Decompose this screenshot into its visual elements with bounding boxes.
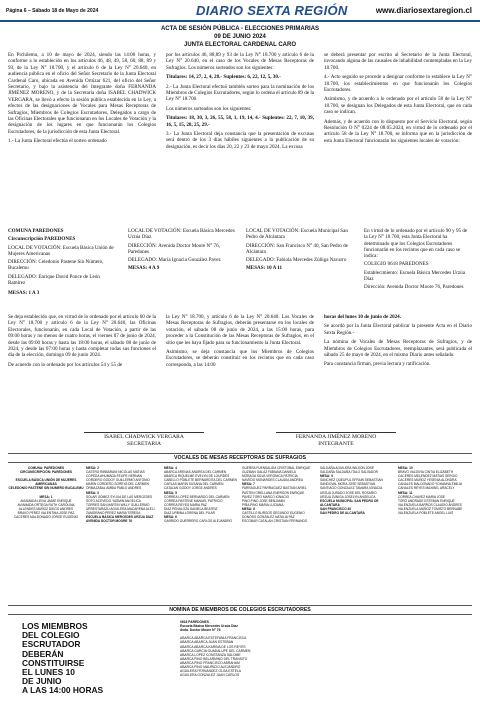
vocal-name: DIAZ PENALOZA DANIELA BEATRIZ bbox=[164, 506, 218, 511]
vocal-name: SALDAÑA AGUILERA WILSON JOSE bbox=[320, 466, 375, 470]
escrutador-name: ABARCA ABARCA ESTEFANIA FRANCISCA bbox=[180, 636, 247, 641]
escrutador-name: ABARCA PINO BELARMINO DEL TRANSITO bbox=[180, 656, 248, 661]
signature-integrante bbox=[266, 434, 406, 448]
vocal-name: TORO ANDRADE ESTEBAN ENRIQUE bbox=[398, 498, 455, 503]
website-url[interactable]: www.diariosextaregion.cl bbox=[375, 6, 472, 15]
local-votacion: LOCAL DE VOTACIÓN: Escuela Municipal San Pedro de Alcántara bbox=[246, 228, 348, 241]
vocal-name: CASTRO RIBBARANI NICOLAS MATIAS bbox=[86, 470, 145, 475]
vocal-name: PARRAGUEZ PARRAGUEZ BASTIAN ARIEL bbox=[242, 486, 307, 491]
paragraph: De acuerdo con lo ordenado por los artículos 54 y 55 de bbox=[8, 361, 123, 368]
vocal-name: ORMAZABAL AMBIA PABLO ANDRES bbox=[86, 486, 142, 491]
vocal-name: CORREA LOPEZ BERNARDO DEL CARMEN bbox=[164, 494, 230, 499]
vocal-name: VALENZUELA MUÑOZ TOMISTO BERNABE bbox=[398, 506, 463, 511]
escrutador-name: ABARCA ABARCA JUAN ESTEBAN bbox=[180, 640, 234, 645]
signature-line bbox=[276, 432, 396, 433]
signer-role: SECRETARIA bbox=[126, 441, 162, 447]
page-header bbox=[0, 0, 480, 22]
vocal-name: DONOSO GONZALEZ NATALIA PAZ bbox=[242, 515, 295, 520]
paragraph: se deberá presentar por escrito al Secretario de la Junta Electoral, invocando alguna de las causales de inhabilidad contempladas en la Ley 18.700. bbox=[324, 52, 472, 71]
paragraph: 4.- Acto seguido se procede a designar conforme lo establece la Ley N° 18.700, los establecimientos en que funcionarán los Colegios Escrutadores. bbox=[324, 74, 472, 94]
vocal-name: CACERES MUÑOZ YESENIA ALONDRA bbox=[398, 478, 457, 483]
vocales-column bbox=[242, 466, 318, 523]
acta-title: ACTA DE SESIÓN PÚBLICA - ELECCIONES PRIMARIAS bbox=[160, 26, 320, 32]
vocal-name: CORREA REYES MARIA PAZ bbox=[164, 502, 207, 507]
page-date: Página 6 – Sábado 18 de Mayo de 2024 bbox=[6, 8, 99, 14]
vocal-name: PIÑA PINO MARIA LUCIANA bbox=[242, 502, 284, 507]
vocales-heading: CIRCUNSCRIPCIÓN: PAREDONES bbox=[19, 470, 72, 475]
vocal-name: AVIAMADA ORTEGA RUTH CAROLINA bbox=[17, 502, 75, 507]
direccion: DIRECCIÓN: Celedonio Pastene Sin Número, Bucalemu bbox=[8, 259, 104, 272]
vocal-name: URRESTARAZU AGUILERA MACARENA ALELI bbox=[86, 506, 155, 511]
paragraph: por los artículos 46, 88,89 y 93 de la Ley N° 18.700 y artículo 6 de la Ley N° 20.640, en el caso de los Vocales de Mesas Receptoras de Sufragios. Los números sorteados son los siguientes: bbox=[166, 52, 314, 71]
vocales-heading: CELEDONIO PASTENE SIN NUMERO BUCALEMU bbox=[8, 486, 84, 491]
escrutador-name: AGUILERA FERNANDEZ OLGA ESTELA bbox=[180, 669, 242, 674]
vocales-heading: COMUNA: PAREDONES bbox=[27, 466, 65, 470]
delegado: DELEGADO: Fabiola Mercedes Zúñiga Navarro bbox=[246, 257, 347, 264]
vocales-heading: ESCUELA MUNICIPAL SAN PEDRO DE ALCANTARA bbox=[320, 498, 379, 507]
paragraph: Se deja establecido que, en virtud de lo ordenado por el artículo 60 de la Ley N° 18.700 y artículo 6 de la Ley N° 20.640, las Oficinas Electorales, funcionarán, en cada Local de Votación, a partir de las 09:00 horas y no menos de cuatro horas, el viernes 07 de junio de 2024, desde las 09:00 horas y hasta las 18:00 horas, el sábado 08 de junio de 2024, y desde las 07:00 horas y hasta completar todas sus funciones el día de la elección, domingo 09 de junio 2024. bbox=[8, 314, 156, 359]
vocales-heading: MESA: 2 bbox=[86, 466, 99, 470]
vocales-heading: MESA: 9 bbox=[320, 474, 333, 479]
vocal-name: SOLAR GOMEZ SYLVIA DE LAS MERCEDES bbox=[86, 494, 153, 499]
vocal-name: CACERES MELENDEZ MATIAS SERGIO bbox=[398, 474, 458, 479]
vocales-heading: ESCUELA BÁSICA UNIÓN DE MUJERES AMERICANAS bbox=[15, 478, 77, 487]
notice-line: ESCRUTADOR bbox=[22, 639, 81, 650]
paragraph: Para constancia firman, previa lectura y ratificación. bbox=[324, 361, 431, 368]
signer-role: INTEGRANTE bbox=[318, 441, 354, 447]
text-column-6 bbox=[324, 314, 472, 371]
vocal-name: GUZMAN GALAZ FABIANA DANIELA bbox=[242, 470, 296, 475]
paragraph: La nómina de Vocales de Mesas Receptoras de Sufragios, y de Miembros de Colegios Escrutadores, reemplazantes, será publicada el sábado 25 de mayo de 2024, en el mismo Diario antes señalado. bbox=[324, 339, 472, 359]
paragraph: En virtud de lo ordenado por el artículo 90 y 95 de la Ley N° 18.700, esta Junta Electoral ha determinado que los Colegios Escrutadores funcionarán en los recintos que en cada caso se indica: bbox=[364, 228, 468, 260]
local-votacion: LOCAL DE VOTACIÓN: Escuela Básica Unión de Mujeres Americanas bbox=[8, 244, 114, 257]
vocales-heading: MESA: 3 bbox=[86, 490, 99, 495]
paragraph: Asimismo, y de acuerdo a lo ordenado por el artículo 58 de la Ley N° 18.700, se designan los Delegados de esta Junta Electoral, que en cada caso se indican. bbox=[324, 96, 472, 116]
vocales-heading: MESA: 1 bbox=[39, 494, 53, 499]
vocal-name: PASTEN ORELLANA ENERSON ENRIQUE bbox=[242, 490, 305, 495]
vocales-heading: MESA: 11 bbox=[398, 490, 413, 495]
direccion: DIRECCIÓN: San Francisco N° 40, San Pedro de Alcántara bbox=[246, 242, 348, 255]
vocal-name: CACERES MALDONADO JORGE EUGENIO bbox=[13, 515, 79, 520]
paragraph: 2.- La Junta Electoral efectuó también sorteo para la nominación de los Miembros de Colegios Escrutadores, según lo ordena el artículo 89 de la Ley N° 18.700. bbox=[166, 83, 314, 103]
vocal-name: SALDAÑA SALDAÑA ITALO SALVADOR bbox=[320, 470, 378, 475]
colegio-heading: Escuela Básica Mercedes Urzúa Díaz bbox=[180, 624, 238, 629]
text-column-2 bbox=[166, 52, 314, 153]
notice-line: EL LUNES 10 bbox=[22, 667, 75, 678]
vocales-heading: MESA: 7 bbox=[242, 482, 255, 487]
colegio-heading: Avda. Doctor Moore N° 76 bbox=[180, 628, 221, 633]
vocal-name: SANDOVAL MORA JOSE SEBASTIAN bbox=[320, 482, 376, 487]
vocal-name: AVIAMADA LEIVA JAIME ENRIQUE bbox=[20, 498, 72, 503]
vocal-name: ABARCA RIQUELME EVELYN DE LOURDES bbox=[164, 474, 230, 479]
vocales-column bbox=[164, 466, 240, 523]
paragraph: 1.- La Junta Electoral efectúa el sorteo ordenado bbox=[8, 138, 107, 145]
local-votacion: LOCAL DE VOTACIÓN: Escuela Básica Mercedes Urzúa Díaz bbox=[128, 228, 235, 241]
vocal-name: PAVEZ TORO MARCO IGNACIO bbox=[242, 494, 290, 499]
header-rule bbox=[0, 20, 480, 22]
vocales-column bbox=[86, 466, 162, 523]
paragraph: Además, y de acuerdo con lo dispuesto por el Servicio Electoral, según Resolución O N° 0224 de 08.05.2024, en virtud de lo ordenado por el artículo 58 de la Ley N° 18.700, se informa que en la jurisdicción de esta Junta Electoral funcionarán los siguientes locales de votación: bbox=[324, 118, 472, 144]
vocales-heading: AVENIDA DOCTOR MOORE 76 bbox=[86, 519, 132, 524]
vocal-name: ALLENDES MUÑOZ DIEGO ANDRES bbox=[18, 506, 74, 511]
escrutador-name: ABARCA ABARCA KARINA DE LOS REYES bbox=[180, 644, 246, 649]
vocal-name: ABARCA ARENAS ANDREA DEL CARMEN bbox=[164, 470, 227, 475]
text-column-3 bbox=[324, 52, 472, 147]
vocal-name: COPEDA AHUMADA FELIPE HERNAN bbox=[86, 474, 142, 479]
vocal-name: SANCHEZ QUEUPUL EFRAIN SEBASTIAN bbox=[320, 478, 383, 483]
mesas: MESAS: 10 A 11 bbox=[246, 265, 283, 272]
section-rule bbox=[8, 462, 472, 463]
notice-line: DEL COLEGIO bbox=[22, 630, 80, 641]
acta-junta: JUNTA ELECTORAL CARDENAL CARO bbox=[183, 42, 296, 48]
acta-date: 09 DE JUNIO 2024 bbox=[214, 34, 266, 40]
local-box-2 bbox=[128, 228, 238, 274]
vocal-name: CARLAS MARIN SUSANA DEL CARMEN bbox=[164, 482, 224, 487]
paragraph: Los números sorteados son los siguientes: bbox=[166, 105, 252, 112]
signer-name: ISABEL CHADWICK VERGARA bbox=[104, 434, 184, 440]
escrutadores-list bbox=[180, 620, 250, 677]
escrutador-notice bbox=[22, 622, 103, 696]
circunscripcion-label: Circunscripción PAREDONES bbox=[8, 236, 76, 243]
colegio-heading: 0618 PAREDONES bbox=[180, 620, 209, 624]
vocal-name: CANALES MALDONADO YOHANNA EMILIA bbox=[398, 482, 463, 487]
section-rule bbox=[8, 453, 472, 454]
vocal-name: SANTIAGO GONZALEZ TAMARA IGNACIA bbox=[320, 486, 383, 491]
vocales-heading: SAN PEDRO DE ALCANTARA bbox=[320, 511, 365, 516]
vocales-column bbox=[320, 466, 396, 515]
vocales-heading: ESCUELA BÁSICA MERCEDES URZÚA DIAZ bbox=[86, 515, 154, 520]
vocal-name: DIAZ URBINA LORENA DEL PILAR bbox=[164, 511, 215, 516]
text-column-4 bbox=[8, 314, 156, 371]
paragraph: Asimismo, se deja constancia que los Miembros de Colegios Escrutadores, se deberán constituir en los recintos que en cada caso corresponda, a las 14:00 bbox=[166, 349, 314, 368]
newspaper-logo: DIARIO SEXTA REGIÓN bbox=[196, 3, 348, 18]
local-box-3 bbox=[246, 228, 356, 274]
direccion: Dirección: Avenida Doctor Moore 76, Paredones bbox=[364, 284, 464, 291]
vocales-heading: MESA: 5 bbox=[164, 490, 177, 495]
vocales-heading: MESA: 10 bbox=[398, 466, 413, 470]
section-rule bbox=[8, 605, 472, 606]
notice-line: DEBERÁN bbox=[22, 648, 64, 659]
delegado: DELEGADO: María Ignacia González Pavez bbox=[128, 257, 221, 264]
signature-secretaria bbox=[74, 434, 214, 448]
mesas: MESAS: 1 A 3 bbox=[8, 290, 40, 297]
escrutador-name: ABARCA GARCIA GUADALUPE DEL CARMEN bbox=[180, 648, 251, 653]
vocal-name: URZUA JURADO JOSE DEL ROSARIO bbox=[320, 490, 377, 495]
paragraph: horas del lunes 10 de junio de 2024. bbox=[324, 314, 401, 320]
vocales-title: VOCALES DE MESAS RECEPTORAS DE SUFRAGIOS bbox=[174, 455, 306, 461]
mesas: MESAS: 4 A 9 bbox=[128, 265, 160, 272]
vocal-name: MARIN CORDERO SOREYA DEL CARMEN bbox=[86, 482, 149, 487]
vocal-name: GUERRA FUENSALIDA CRISTOBAL ENRIQUE bbox=[242, 466, 311, 470]
comuna-label: COMUNA PAREDONES bbox=[8, 228, 64, 234]
text-column-5 bbox=[166, 314, 314, 371]
direccion: DIRECCIÓN: Avenida Doctor Moore N° 76, Paredones bbox=[128, 242, 220, 255]
notice-line: CONSTITUIRSE bbox=[22, 657, 85, 668]
vocal-name: CASTILLO BURGOS SEGUNDO EUGENIO bbox=[242, 511, 305, 516]
vocal-name: TORRES SAN MARTIN WILLY GUILLERMO bbox=[86, 502, 150, 507]
vocales-column bbox=[398, 466, 474, 515]
vocal-name: CANALES REYES MAXIBEL ARACELY bbox=[398, 486, 455, 491]
vocal-name: GARRIDO GUERRERO CARLOS ALEJANDRO bbox=[164, 519, 233, 524]
vocal-name: ESCOBAR CATALAN CRISTIAN FERNANDO bbox=[242, 519, 308, 524]
signature-line bbox=[84, 432, 204, 433]
vocales-heading: MESA: 6 bbox=[164, 515, 177, 520]
vocal-name: PINO PINO JOSE BENJAMIN bbox=[242, 498, 285, 503]
vocales-heading: MESA: 4 bbox=[164, 466, 177, 470]
vocales-heading: SAN FRANCISCO 40 bbox=[320, 506, 351, 511]
vocal-name: BRAVO VALDIVIA CINTIA ELIZABETH bbox=[398, 470, 454, 475]
notice-line: A LAS 14:00 HORAS bbox=[22, 685, 104, 696]
paragraph: 3.- La Junta Electoral deja constancia que la presentación de excusas será dentro de los 3 días hábiles siguientes a la publicación de su designación, es decir los días 20, 22 y 23 de mayo 2024. La excusa bbox=[166, 131, 314, 150]
paragraph: En Pichilemu, a 10 de mayo de 2024, siendo las 14:00 horas, y conforme a lo establecido en los artículos 46, 48, 49, 58, 60, 88, 89 y 93, de la Ley N° 18.700, y el artículo 6 de la Ley N° 20.640, en audiencia pública en el oficio del Señor Secretario de la Junta Electoral Cardenal Caro, ubicada en Avenida Ortúzar 621, del oficio del Señor Secretario, y bajo la asistencia del Integrante doña FERNANDA JIMÉNEZ MORENO, y de la Secretaria doña ISABEL CHADWICK VERGARA, se llevó a efecto la sesión pública establecida en la Ley, a efectos de las designaciones de Vocales para Mesas Receptoras de Sufragios, Miembros de Colegios Escrutadores, Delegados a cargo de las Oficinas Electorales que funcionaran en los Locales de Votación y la designación de los lugares en que funcionarán los Colegios Escrutadores, de la jurisdicción de esta Junta Electoral. bbox=[8, 52, 156, 135]
paragraph: Titulares: 18, 30, 3, 26, 55, 58, 1, 19, 14, 4.- Suplentes: 22, 7, 10, 39, 16, 5, 15, 28, 25, 29.- bbox=[166, 115, 314, 128]
vocal-name: CATALAN GODOY JORGE ANDRES bbox=[164, 486, 217, 491]
escrutador-name: AGUILERA GONZALEZ JUAN CARLOS bbox=[180, 673, 240, 678]
escrutador-name: ABARCA PINO MAURICIO ALEJANDRO bbox=[180, 665, 241, 670]
signer-name: FERNANDA JIMÉNEZ MORENO bbox=[295, 434, 377, 440]
section-rule bbox=[8, 614, 472, 615]
notice-line: LOS MIEMBROS bbox=[22, 621, 88, 631]
paragraph: Se acordó por la Junta Electoral publicar la presente Acta en el Diario Sexta Región.- bbox=[324, 323, 472, 336]
vocal-name: BRAVO PEREZ VALENTINA JOSE PAZ bbox=[17, 511, 75, 516]
vocal-name: SOTO ACEVEDO YASMIN ANGELICA bbox=[86, 498, 141, 503]
vocal-name: URZUA ZUNIGA JOSELYN ANGELICA bbox=[320, 494, 376, 499]
local-box-1 bbox=[8, 228, 118, 299]
escrutadores-title: NOMINA DE MIEMBROS DE COLEGIOS ESCRUTADORES bbox=[169, 607, 311, 613]
vocal-name: CORDERO GODOY GUILLERMO ANTONIO bbox=[86, 478, 150, 483]
colegio-box bbox=[364, 228, 472, 293]
notice-line: DE JUNIO bbox=[22, 676, 62, 687]
vocal-name: CORREA PASTENE MANUEL PATRICIO bbox=[164, 498, 223, 503]
vocal-name: CORREA CHAVEZ MARIA JOSE bbox=[398, 494, 446, 499]
vocales-column bbox=[8, 466, 84, 519]
vocal-name: MORAGA SILVA VERONICA PATRICIA bbox=[242, 474, 298, 479]
paragraph: la Ley N° 18.700, y artículo 6 de la Ley N° 20.640. Los Vocales de Mesas Receptoras de Sufragios, deberán presentarse en los locales de votación, el sábado 08 de junio de 2024, a las 15:00 horas, para proceder a la Constitución de las Mesas Receptoras de Sufragios, en el sitio que les haya fijado para su funcionamiento la Junta Electoral. bbox=[166, 314, 314, 346]
escrutador-name: ABARCA PINO FRANCISCO ABRAHAM bbox=[180, 660, 240, 665]
escrutador-name: ABARCA LOPEZ CONSTANZA SALOME bbox=[180, 652, 241, 657]
delegado: DELEGADO: Enrique David Ponce de León Ramírez bbox=[8, 273, 100, 287]
vocales-heading: MESA: 8 bbox=[242, 506, 255, 511]
text-column-1 bbox=[8, 52, 156, 148]
vocal-name: VALENZUELA BARROS CLAUDIO ANDRES bbox=[398, 502, 462, 507]
vocal-name: ZAMORANO PEREZ MARIA TERESA bbox=[86, 511, 141, 516]
establecimiento: Establecimiento: Escuela Básica Mercedes Urzúa Díaz bbox=[364, 269, 465, 283]
paragraph: Titulares: 14, 27, 2, 4, 28.- Suplentes: 6, 22, 12, 5, 30.- bbox=[166, 74, 281, 81]
vocal-name: NAVEDO MONARDES CLAUDIA ANDREA bbox=[242, 478, 304, 483]
vocal-name: VALENZUELA POBLETE ANGEL LUIS bbox=[398, 511, 454, 516]
colegio-name: COLEGIO 0618 PAREDONES bbox=[364, 261, 429, 268]
vocal-name: CABELLO POBLETE BERNARDITA DEL CARMEN bbox=[164, 478, 237, 483]
